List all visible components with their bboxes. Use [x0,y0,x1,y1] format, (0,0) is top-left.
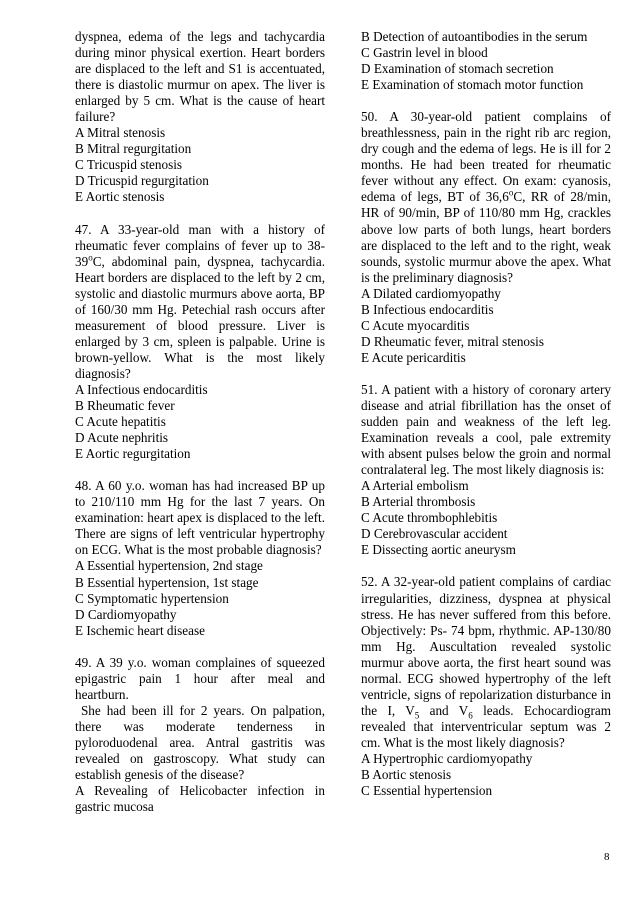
question-48-option-e: E Ischemic heart disease [75,622,205,638]
question-47 [75,222,325,463]
question-50-stem: 50. A 30-year-old patient complains of breathlessness, pain in the right rib arc region, dry cough and the edema of legs. He is ill for 2 months. He had been treated for rheumatic fever without any effect. On exam: cyanosis, edema of legs, BT of 36,6$^o$C, RR of 28/min, HR of 90/min, BP of 110/80 mm Hg, crackles above low parts of both lungs, heart borders are displaced to the left and to the right, weak sounds, systolic murmur above the apex. What is the preliminary diagnosis? [361,109,611,285]
question-51 [361,382,611,559]
question-46-option-b: B Mitral regurgitation [75,141,192,157]
question-49-stem-intro: 49. A 39 y.o. woman complaines of squeezed epigastric pain 1 hour after meal and heartburn. [75,654,325,702]
question-46 [75,29,325,206]
question-46-option-a: A Mitral stenosis [75,125,166,141]
question-49-option-b: B Detection of autoantibodies in the serum [361,29,588,44]
question-48-option-d: D Cardiomyopathy [75,606,177,622]
question-47-option-a: A Infectious endocarditis [75,381,208,397]
question-47-stem: 47. A 33-year-old man with a history of rheumatic fever complains of fever up to 38-39$^o$C, abdominal pain, dyspnea, tachycardia. Heart borders are displaced to the left by 2 cm, systolic and diastolic murmurs above aorta, BP of 160/30 mm Hg. Petechial rash occurs after measurement of blood pressure. Liver is enlarged by 3 cm, spleen is palpable. Urine is brown-yellow. What is the most likely diagnosis? [75,221,325,381]
question-49-stem: She had been ill for 2 years. On palpation, there was moderate tenderness in pyloroduodenal area. Antral gastritis was revealed on gastroscopy. What study can establish genesis of the disease? [75,702,329,783]
question-47-option-c: C Acute hepatitis [75,414,166,430]
question-52 [361,574,611,799]
question-49-option-d: D Examination of stomach secretion [361,61,554,77]
question-46-option-c: C Tricuspid stenosis [75,157,182,173]
question-49-continued [361,29,611,93]
question-50-option-e: E Acute pericarditis [361,349,466,365]
question-46-option-e: E Aortic stenosis [75,189,165,205]
page-number: 8 [604,851,610,863]
question-51-option-a: A Arterial embolism [361,478,469,494]
question-51-option-e: E Dissecting aortic aneurysm [361,542,516,558]
question-52-option-c: C Essential hypertension [361,783,493,799]
question-47-option-e: E Aortic regurgitation [75,446,191,462]
question-52-stem: 52. A 32-year-old patient complains of cardiac irregularities, dizziness, dyspnea at physical stress. He has never suffered from this before. Objectively: Ps- 74 bpm, rhythmic. AP-130/80 mm Hg. Auscultation revealed systolic murmur above aorta, the first heart sound was normal. ECG showed hypertrophy of the left ventricle, signs of repolarization disturbance in the I, $V_5$ and $V_6$ leads. Echocardiogram revealed that interventricular septum was 2 cm. What is the most likely diagnosis? [361,574,611,750]
question-50 [361,109,611,366]
question-48-option-c: C Symptomatic hypertension [75,590,229,606]
question-51-stem: 51. A patient with a history of coronary artery disease and atrial fibrillation has the onset of sudden pain and weakness of the left leg. Examination reveals a cool, pale extremity with absent pulses below the groin and normal contralateral leg. The most likely diagnosis is: [361,381,611,478]
question-51-option-b: B Arterial thrombosis [361,494,476,510]
question-49-option-a: A Revealing of Helicobacter infection in gastric mucosa [75,783,325,815]
question-48-stem: 48. A 60 y.o. woman has had increased BP up to 210/110 mm Hg for the last 7 years. On examination: heart apex is displaced to the left. There are signs of left ventricular hypertrophy on ECG. What is the most probable diagnosis? [75,478,325,558]
question-48-option-a: A Essential hypertension, 2nd stage [75,558,263,574]
question-50-option-d: D Rheumatic fever, mitral stenosis [361,333,544,349]
question-47-option-d: D Acute nephritis [75,430,169,446]
question-49 [75,654,329,815]
question-48 [75,478,325,638]
question-48-option-b: B Essential hypertension, 1st stage [75,574,259,590]
question-50-option-b: B Infectious endocarditis [361,301,494,317]
question-52-option-a: A Hypertrophic cardiomyopathy [361,750,533,766]
question-50-option-a: A Dilated cardiomyopathy [361,285,501,301]
question-46-stem: dyspnea, edema of the legs and tachycardia during minor physical exertion. Heart borders are displaced to the left and S1 is accentuated, there is diastolic murmur on apex. The liver is enlarged by 5 cm. What is the cause of heart failure? [75,29,325,125]
left-column [75,29,329,815]
question-49-option-c: C Gastrin level in blood [361,45,488,61]
question-51-option-d: D Cerebrovascular accident [361,526,508,542]
question-51-option-c: C Acute thrombophlebitis [361,510,498,526]
right-column [361,29,611,799]
question-46-option-d: D Tricuspid regurgitation [75,173,209,189]
question-52-option-b: B Aortic stenosis [361,767,452,783]
question-47-option-b: B Rheumatic fever [75,398,175,414]
question-49-option-e: E Examination of stomach motor function [361,77,584,93]
question-50-option-c: C Acute myocarditis [361,317,470,333]
